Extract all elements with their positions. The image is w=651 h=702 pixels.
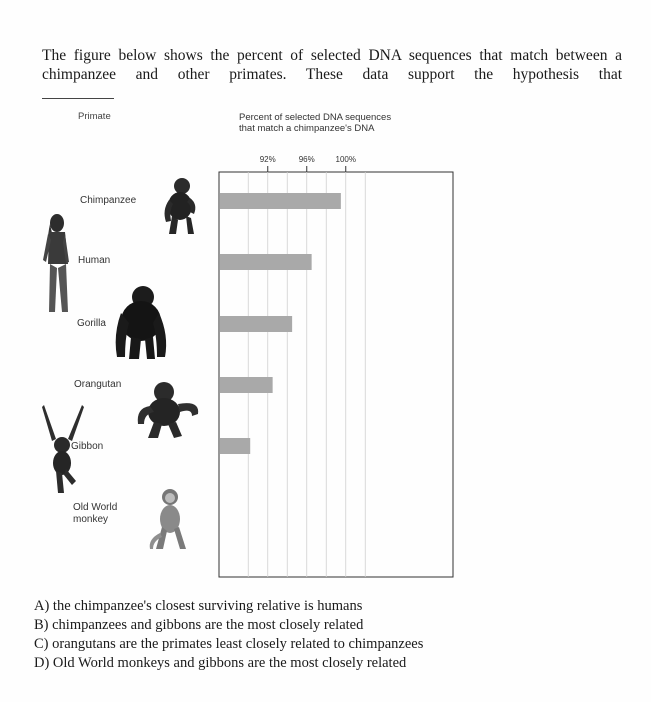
label-orangutan: Orangutan <box>74 379 122 390</box>
bar-gorilla <box>220 316 292 332</box>
answer-choices <box>34 597 423 673</box>
bar-human <box>220 254 312 270</box>
chimpanzee-icon <box>160 176 200 238</box>
choice-a[interactable]: A) the chimpanzee's closest surviving relative is humans <box>34 598 363 614</box>
choice-c[interactable]: C) orangutans are the primates least closely related to chimpanzees <box>34 636 424 652</box>
chart-frame <box>219 172 453 577</box>
x-tick-label: 92% <box>259 155 276 164</box>
x-tick-label: 100% <box>335 155 356 164</box>
orangutan-icon <box>134 378 202 440</box>
x-tick-label: 96% <box>298 155 315 164</box>
primate-column-header: Primate <box>78 111 111 122</box>
gibbon-icon <box>38 405 88 495</box>
monkey-icon <box>146 487 188 551</box>
bar-orangutan <box>220 377 273 393</box>
question-text: The figure below shows the percent of selected DNA sequences that match between a chimpanzee and other primates. These data support the hypothesis that <box>42 47 622 83</box>
label-chimpanzee: Chimpanzee <box>80 195 137 206</box>
human-icon <box>40 212 76 316</box>
choice-d[interactable]: D) Old World monkeys and gibbons are the most closely related <box>34 655 407 671</box>
label-gorilla: Gorilla <box>77 318 106 329</box>
choice-b[interactable]: B) chimpanzees and gibbons are the most closely related <box>34 617 364 633</box>
bar-gibbon <box>220 438 250 454</box>
label-human: Human <box>78 255 111 266</box>
label-old-world-monkey: Old World monkey <box>73 502 118 525</box>
axis-title: Percent of selected DNA sequences that match a chimpanzee's DNA <box>239 112 392 134</box>
label-gibbon: Gibbon <box>71 441 104 452</box>
bar-chimpanzee <box>220 193 341 209</box>
gorilla-icon <box>113 283 169 361</box>
